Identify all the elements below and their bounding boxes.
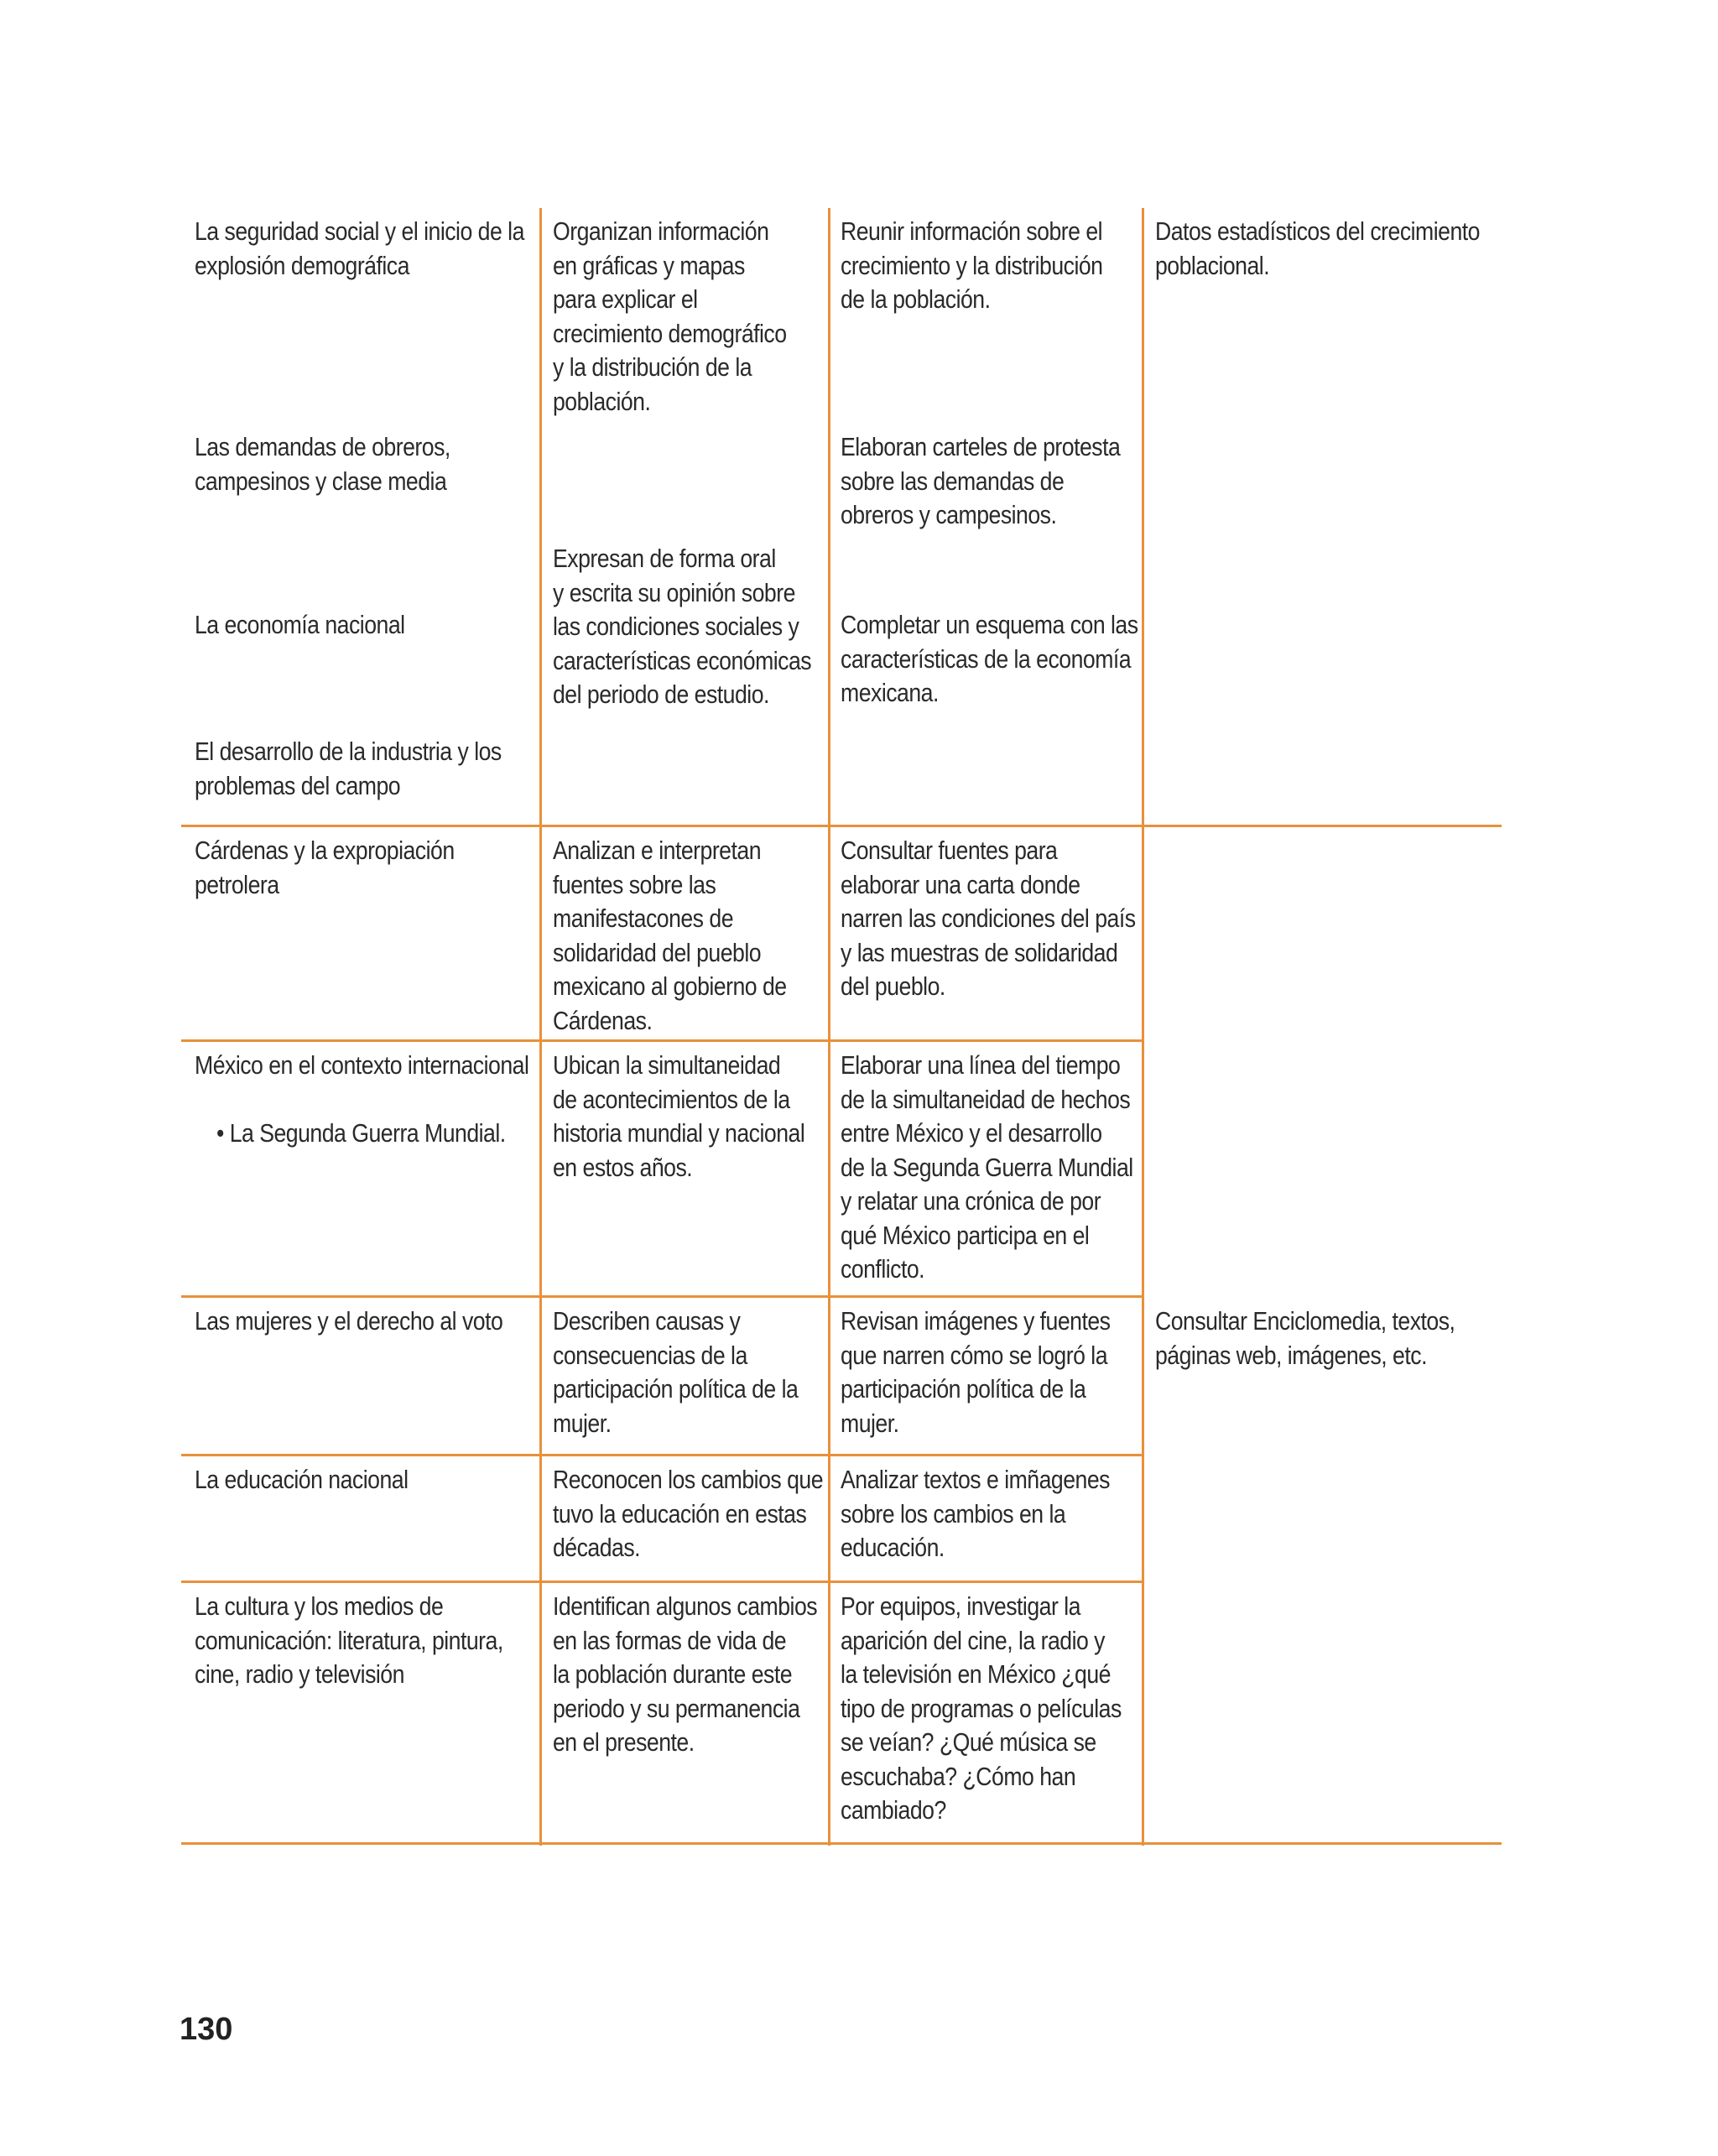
topic-cell: La economía nacional bbox=[195, 610, 405, 639]
product-cell: Analizar textos e imñagenes sobre los cambios en la educación. bbox=[841, 1465, 1110, 1562]
resource-cell: Consultar Enciclomedia, textos, páginas web, imágenes, etc. bbox=[1155, 1306, 1455, 1370]
row-divider bbox=[181, 1454, 1144, 1456]
column-divider bbox=[828, 208, 830, 1846]
row-divider bbox=[181, 1295, 1144, 1298]
product-cell: Reunir información sobre el crecimiento y la distribución de la población. bbox=[841, 216, 1103, 314]
product-cell: Elaboran carteles de protesta sobre las demandas de obreros y campesinos. bbox=[841, 432, 1121, 529]
activity-cell: Identifican algunos cambios en las formas de vida de la población durante este periodo y su permanencia en el presente. bbox=[553, 1591, 818, 1757]
subtopic-cell: • La Segunda Guerra Mundial. bbox=[216, 1118, 506, 1148]
topic-cell: Cárdenas y la expropiación petrolera bbox=[195, 836, 455, 899]
page-number: 130 bbox=[180, 2012, 233, 2047]
topic-cell: La cultura y los medios de comunicación: literatura, pintura, cine, radio y televisión bbox=[195, 1591, 503, 1689]
product-cell: Revisan imágenes y fuentes que narren cómo se logró la participación política de la mujer. bbox=[841, 1306, 1111, 1438]
activity-cell: Expresan de forma oral y escrita su opinión sobre las condiciones sociales y características económicas del periodo de estudio. bbox=[553, 544, 812, 709]
product-cell: Por equipos, investigar la aparición del cine, la radio y la televisión en México ¿qué tipo de programas o películas se veían? ¿Qué música se escuchaba? ¿Cómo han cambiado? bbox=[841, 1591, 1122, 1825]
topic-cell: Las mujeres y el derecho al voto bbox=[195, 1306, 503, 1336]
topic-cell: La educación nacional bbox=[195, 1465, 409, 1494]
activity-cell: Describen causas y consecuencias de la participación política de la mujer. bbox=[553, 1306, 799, 1438]
resource-cell: Datos estadísticos del crecimiento poblacional. bbox=[1155, 216, 1480, 280]
row-divider bbox=[181, 1039, 1144, 1042]
column-divider bbox=[1142, 208, 1144, 1846]
product-cell: Completar un esquema con las características de la economía mexicana. bbox=[841, 610, 1138, 707]
topic-cell: Las demandas de obreros, campesinos y clase media bbox=[195, 432, 450, 496]
activity-cell: Ubican la simultaneidad de acontecimientos de la historia mundial y nacional en estos años. bbox=[553, 1050, 805, 1182]
topic-cell: México en el contexto internacional bbox=[195, 1050, 529, 1080]
topic-cell: El desarrollo de la industria y los problemas del campo bbox=[195, 737, 502, 800]
row-divider bbox=[181, 1581, 1144, 1583]
activity-cell: Analizan e interpretan fuentes sobre las manifestacones de solidaridad del pueblo mexicano al gobierno de Cárdenas. bbox=[553, 836, 787, 1035]
row-divider bbox=[181, 825, 1502, 827]
topic-cell: La seguridad social y el inicio de la explosión demográfica bbox=[195, 216, 524, 280]
column-divider bbox=[539, 208, 542, 1846]
activity-cell: Reconocen los cambios que tuvo la educación en estas décadas. bbox=[553, 1465, 824, 1562]
product-cell: Consultar fuentes para elaborar una carta donde narren las condiciones del país y las muestras de solidaridad del pueblo. bbox=[841, 836, 1136, 1001]
activity-cell: Organizan información en gráficas y mapas para explicar el crecimiento demográfico y la distribución de la población. bbox=[553, 216, 787, 416]
product-cell: Elaborar una línea del tiempo de la simultaneidad de hechos entre México y el desarrollo de la Segunda Guerra Mundial y relatar una crónica de por qué México participa en el conflicto. bbox=[841, 1050, 1133, 1284]
row-divider bbox=[181, 1842, 1502, 1845]
